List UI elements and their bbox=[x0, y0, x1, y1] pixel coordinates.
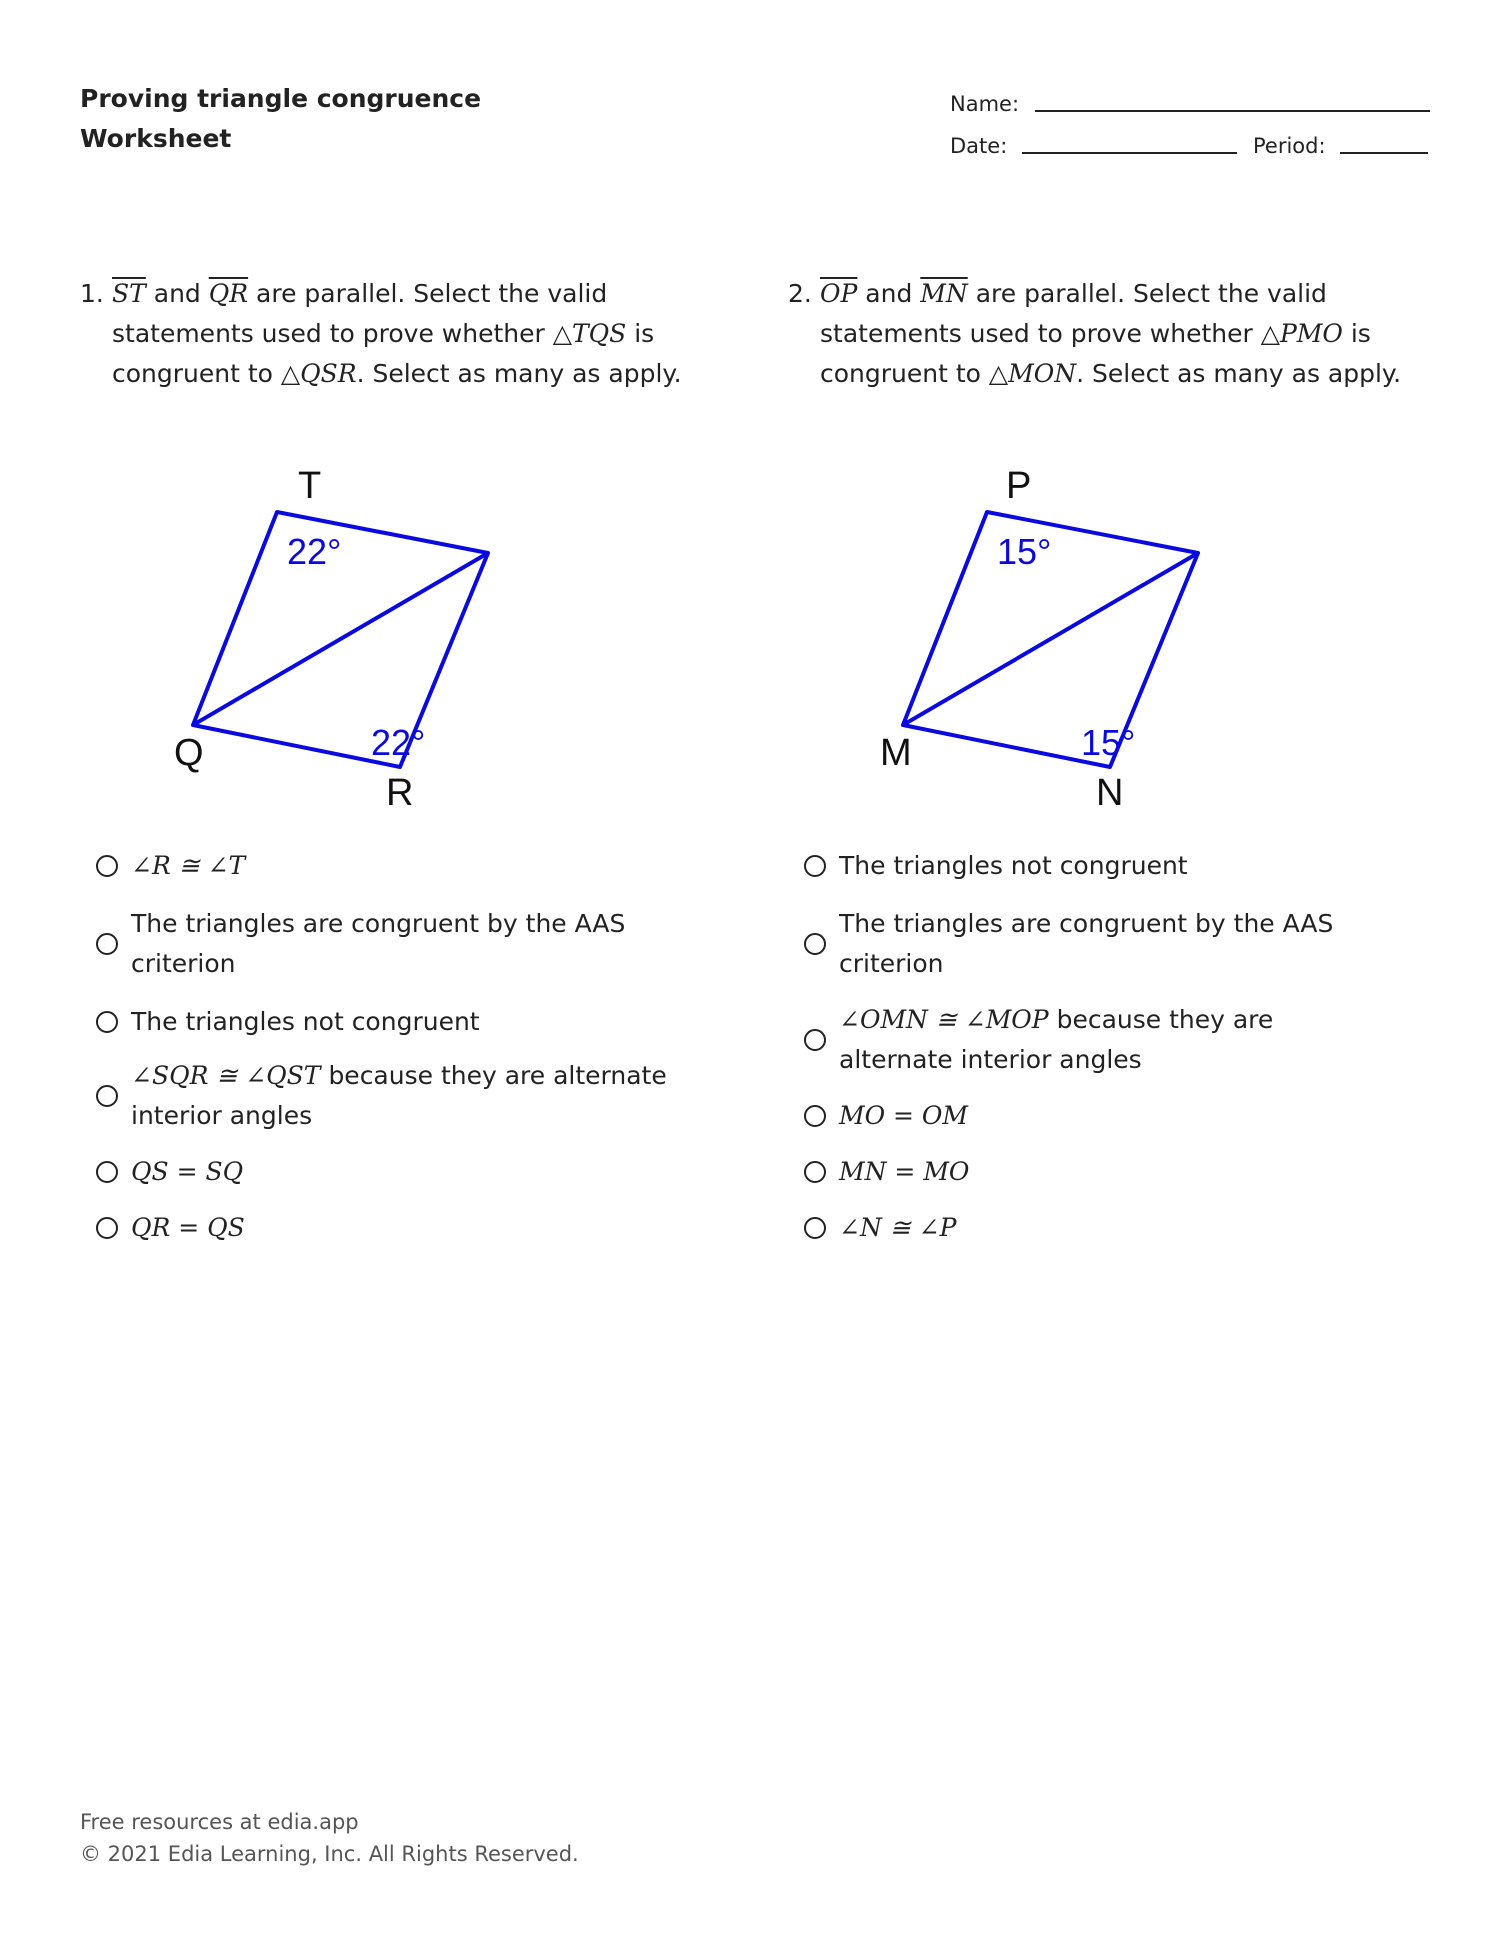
angle-label-t: 22° bbox=[287, 531, 342, 572]
option-text: The triangles are congruent by the AAS criterion bbox=[131, 909, 626, 978]
vertex-label-r: R bbox=[386, 772, 414, 805]
q2-option-4[interactable] bbox=[804, 1096, 1399, 1136]
q2-option-1[interactable] bbox=[804, 846, 1399, 886]
option-math: ∠N ≅ ∠P bbox=[839, 1213, 957, 1242]
triangle-pmo: △PMO bbox=[1260, 319, 1343, 348]
segment-mn: $\overline{MN}$ bbox=[920, 279, 968, 308]
q1-option-4[interactable] bbox=[96, 1056, 711, 1136]
radio-button[interactable] bbox=[96, 933, 118, 955]
option-text: because they are alternate interior angles bbox=[131, 1061, 667, 1130]
question-2-line-3 bbox=[820, 354, 1420, 394]
radio-button[interactable] bbox=[96, 1011, 118, 1033]
q2-option-6[interactable] bbox=[804, 1208, 1399, 1248]
option-math: QR = QS bbox=[131, 1213, 245, 1242]
radio-button[interactable] bbox=[96, 1085, 118, 1107]
question-1-line-3 bbox=[112, 354, 712, 394]
q1-option-6[interactable] bbox=[96, 1208, 691, 1248]
q2-option-5[interactable] bbox=[804, 1152, 1399, 1192]
question-2-number: 2. bbox=[788, 279, 812, 308]
vertex-label-m: M bbox=[880, 732, 912, 774]
question-2-diagram bbox=[870, 470, 1230, 805]
q1-option-5[interactable] bbox=[96, 1152, 691, 1192]
worksheet-subtitle: Worksheet bbox=[80, 124, 232, 153]
footer-copyright: © 2021 Edia Learning, Inc. All Rights Reserved. bbox=[80, 1842, 579, 1866]
triangle-mon: △MON bbox=[988, 359, 1077, 388]
date-field-line[interactable] bbox=[1022, 152, 1237, 154]
option-math: ∠OMN ≅ ∠MOP bbox=[839, 1005, 1049, 1034]
name-label: Name: bbox=[950, 92, 1020, 116]
diagonal-mo bbox=[903, 553, 1198, 725]
segment-op: $\overline{OP}$ bbox=[820, 279, 858, 308]
option-math: QS = SQ bbox=[131, 1157, 244, 1186]
question-2-line-2-text: statements used to prove whether bbox=[820, 319, 1253, 348]
angle-label-p: 15° bbox=[997, 531, 1052, 572]
radio-button[interactable] bbox=[804, 933, 826, 955]
radio-button[interactable] bbox=[804, 1217, 826, 1239]
option-text: The triangles not congruent bbox=[839, 851, 1188, 880]
q1-option-3[interactable] bbox=[96, 1002, 691, 1042]
radio-button[interactable] bbox=[96, 1161, 118, 1183]
segment-qr: $\overline{QR}$ bbox=[208, 279, 249, 308]
option-text: The triangles not congruent bbox=[131, 1007, 480, 1036]
radio-button[interactable] bbox=[96, 855, 118, 877]
question-1-line-3-text: congruent to bbox=[112, 359, 273, 388]
option-math: ∠SQR ≅ ∠QST bbox=[131, 1061, 321, 1090]
angle-label-r: 22° bbox=[371, 722, 426, 763]
q1-option-1[interactable] bbox=[96, 846, 691, 886]
vertex-label-q: Q bbox=[174, 732, 204, 774]
question-2-line-2 bbox=[820, 314, 1420, 354]
vertex-label-n: N bbox=[1096, 772, 1124, 805]
question-2-line-3-end: . Select as many as apply. bbox=[1076, 359, 1402, 388]
question-1-number: 1. bbox=[80, 279, 104, 308]
diagonal-qs bbox=[193, 553, 488, 725]
triangle-tqs: △TQS bbox=[552, 319, 627, 348]
q1-option-2[interactable] bbox=[96, 904, 631, 984]
vertex-label-p: P bbox=[1006, 470, 1032, 507]
question-2-line-1-rest: are parallel. Select the valid bbox=[975, 279, 1327, 308]
question-1-line-1: $\overline{ST}$ and $\overline{QR}$ are parallel. Select the valid bbox=[112, 279, 608, 308]
worksheet-title: Proving triangle congruence bbox=[80, 84, 482, 113]
option-math: MN = MO bbox=[839, 1157, 970, 1186]
triangle-qsr: △QSR bbox=[280, 359, 357, 388]
option-text: because they are alternate interior angles bbox=[839, 1005, 1274, 1074]
date-label: Date: bbox=[950, 134, 1008, 158]
question-2-line-3-text: congruent to bbox=[820, 359, 981, 388]
question-1-line-2 bbox=[112, 314, 712, 354]
period-label: Period: bbox=[1253, 134, 1326, 158]
question-1-line-2-end: is bbox=[634, 319, 655, 348]
question-1-line-3-end: . Select as many as apply. bbox=[356, 359, 682, 388]
footer-resources: Free resources at edia.app bbox=[80, 1810, 359, 1834]
angle-label-n: 15° bbox=[1081, 722, 1136, 763]
q2-option-3[interactable] bbox=[804, 1000, 1339, 1080]
radio-button[interactable] bbox=[804, 1161, 826, 1183]
radio-button[interactable] bbox=[96, 1217, 118, 1239]
vertex-label-t: T bbox=[298, 470, 322, 507]
q2-option-2[interactable] bbox=[804, 904, 1339, 984]
period-field-line[interactable] bbox=[1340, 152, 1428, 154]
question-2-line-2-end: is bbox=[1350, 319, 1371, 348]
option-text: The triangles are congruent by the AAS criterion bbox=[839, 909, 1334, 978]
radio-button[interactable] bbox=[804, 1029, 826, 1051]
name-field-line[interactable] bbox=[1035, 110, 1430, 112]
radio-button[interactable] bbox=[804, 1105, 826, 1127]
question-1-line-2-text: statements used to prove whether bbox=[112, 319, 545, 348]
radio-button[interactable] bbox=[804, 855, 826, 877]
option-math: MO = OM bbox=[839, 1101, 969, 1130]
segment-st: $\overline{ST}$ bbox=[112, 279, 146, 308]
question-1-line-1-rest: are parallel. Select the valid bbox=[256, 279, 608, 308]
question-2-line-1: $\overline{OP}$ and $\overline{MN}$ are parallel. Select the valid bbox=[820, 279, 1327, 308]
question-1-diagram bbox=[160, 470, 520, 805]
option-math: ∠R ≅ ∠T bbox=[131, 851, 246, 880]
